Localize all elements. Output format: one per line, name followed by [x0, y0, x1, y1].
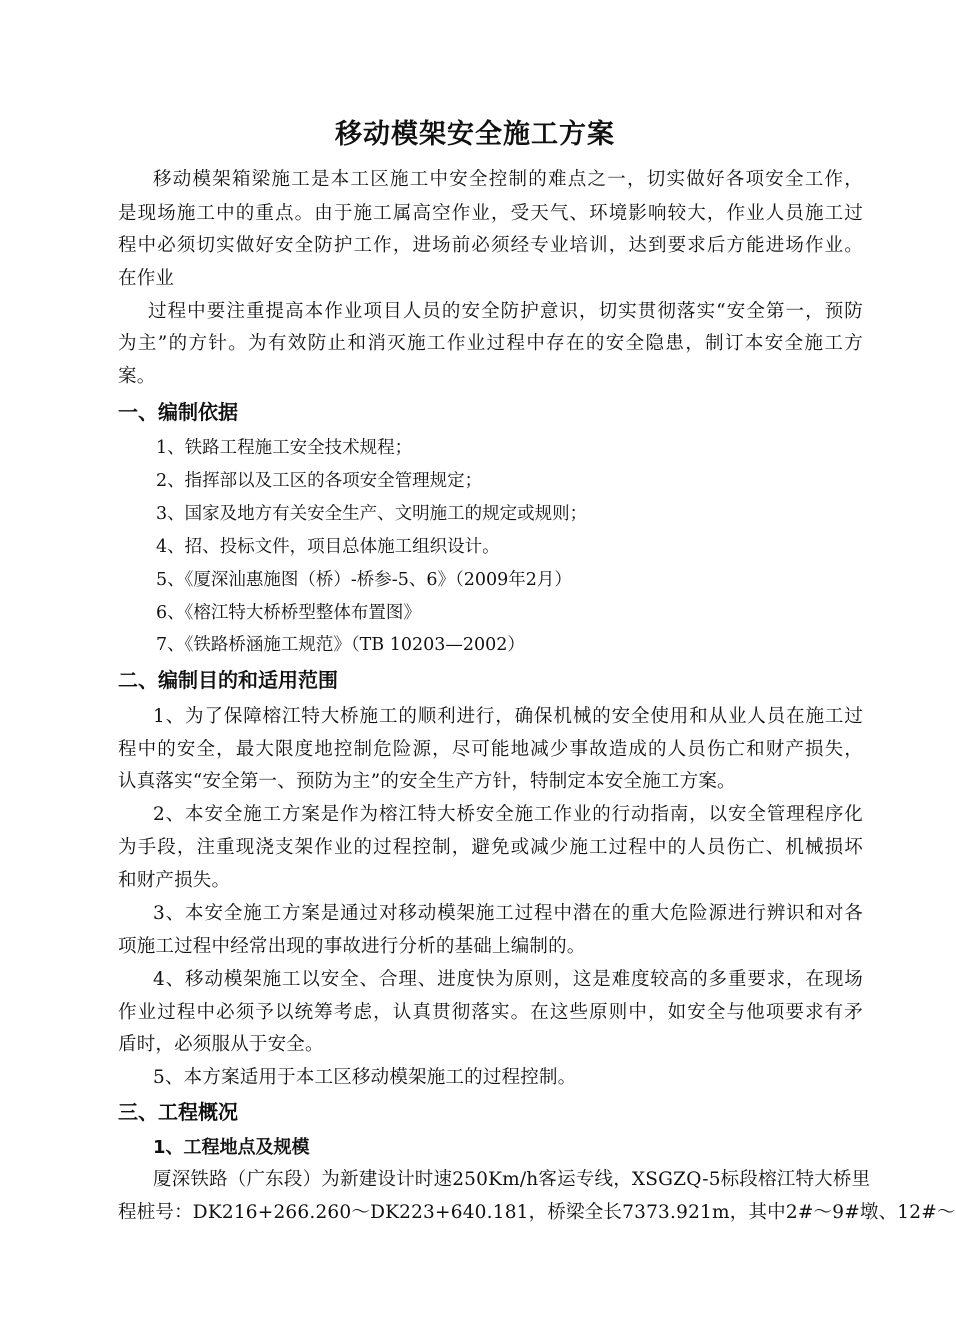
purpose-line: 3、本安全施工方案是通过对移动模架施工过程中潜在的重大危险源进行辨识和对各 — [153, 903, 863, 924]
purpose-line: 1、为了保障榕江特大桥施工的顺利进行，确保机械的安全使用和从业人员在施工过 — [153, 706, 863, 727]
intro-line: 为主”的方针。为有效防止和消灭施工作业过程中存在的安全隐患，制订本安全施工方 — [118, 333, 863, 354]
basis-item: 4、招、投标文件，项目总体施工组织设计。 — [156, 537, 500, 557]
intro-line: 是现场施工中的重点。由于施工属高空作业，受天气、环境影响较大，作业人员施工过 — [118, 203, 863, 224]
purpose-line: 和财产损失。 — [118, 870, 231, 891]
intro-line: 案。 — [118, 366, 156, 387]
basis-item: 7、《铁路桥涵施工规范》（TB 10203—2002） — [156, 635, 525, 655]
purpose-line: 作业过程中必须予以统筹考虑，认真贯彻落实。在这些原则中，如安全与他项要求有矛 — [118, 1002, 863, 1023]
section-heading: 三、工程概况 — [118, 1100, 238, 1124]
subsection-heading: 1、工程地点及规模 — [153, 1137, 310, 1158]
purpose-line: 项施工过程中经常出现的事故进行分析的基础上编制的。 — [118, 936, 586, 957]
purpose-line: 4、移动模架施工以安全、合理、进度快为原则，这是难度较高的多重要求，在现场 — [153, 969, 863, 990]
section-heading: 二、编制目的和适用范围 — [118, 668, 338, 692]
intro-line: 过程中要注重提高本作业项目人员的安全防护意识，切实贯彻落实“安全第一，预防 — [148, 301, 863, 322]
basis-item: 5、《厦深汕惠施图（桥）-桥参-5、6》（2009年2月） — [156, 570, 572, 590]
intro-line: 移动模架箱梁施工是本工区施工中安全控制的难点之一，切实做好各项安全工作， — [153, 169, 863, 190]
purpose-line: 2、本安全施工方案是作为榕江特大桥安全施工作业的行动指南，以安全管理程序化 — [153, 804, 863, 825]
basis-item: 3、国家及地方有关安全生产、文明施工的规定或规则； — [156, 504, 588, 524]
section-heading: 一、编制依据 — [118, 400, 238, 424]
purpose-line: 5、本方案适用于本工区移动模架施工的过程控制。 — [153, 1067, 577, 1088]
document-title: 移动模架安全施工方案 — [335, 119, 615, 150]
intro-line: 程中必须切实做好安全防护工作，进场前必须经专业培训，达到要求后方能进场作业。 — [118, 235, 863, 256]
overview-line: 程桩号：DK216+266.260～DK223+640.181，桥梁全长7373.921m，其中2#～9#墩、12#～ — [118, 1202, 956, 1223]
intro-line: 在作业 — [118, 268, 175, 289]
purpose-line: 盾时，必须服从于安全。 — [118, 1034, 324, 1055]
basis-item: 1、铁路工程施工安全技术规程； — [156, 438, 413, 458]
purpose-line: 认真落实“安全第一、预防为主”的安全生产方针，特制定本安全施工方案。 — [118, 771, 736, 792]
purpose-line: 程中的安全，最大限度地控制危险源，尽可能地减少事故造成的人员伤亡和财产损失， — [118, 739, 863, 760]
overview-line: 厦深铁路（广东段）为新建设计时速250Km/h客运专线，XSGZQ-5标段榕江特大桥里 — [153, 1169, 871, 1190]
basis-item: 2、指挥部以及工区的各项安全管理规定； — [156, 471, 483, 491]
purpose-line: 为手段，注重现浇支架作业的过程控制，避免或减少施工过程中的人员伤亡、机械损坏 — [118, 837, 863, 858]
basis-item: 6、《榕江特大桥桥型整体布置图》 — [156, 603, 421, 623]
